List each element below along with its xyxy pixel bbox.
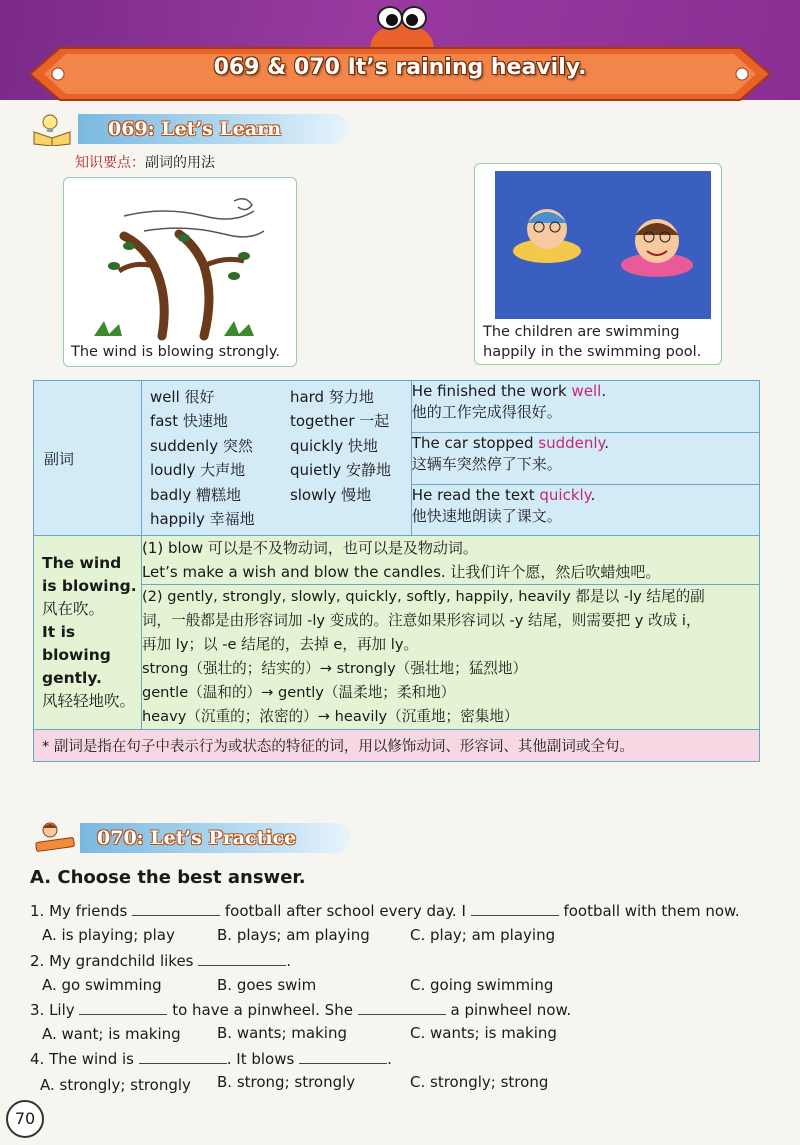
page-title: 069 & 070 It’s raining heavily. <box>213 55 587 80</box>
question-3: 3. Lily to have a pinwheel. She a pinwheel now. <box>30 1001 572 1019</box>
option-b[interactable]: B. plays; am playing <box>217 926 370 944</box>
page-number: 70 <box>6 1100 44 1138</box>
word-item: together 一起 <box>289 412 390 431</box>
option-c[interactable]: C. going swimming <box>410 976 554 994</box>
option-c[interactable]: C. play; am playing <box>410 926 556 944</box>
wind-example-label: The wind is blowing. 风在吹。 It is blowing gently. 风轻轻地吹。 <box>34 536 142 730</box>
adverb-row <box>34 381 760 433</box>
word-item: quietly 安静地 <box>289 461 392 480</box>
word-item: happily 幸福地 <box>149 510 255 529</box>
adverb-label: 副词 <box>34 381 142 536</box>
wind-caption: The wind is blowing strongly. <box>71 344 280 360</box>
exercise-heading: A. Choose the best answer. <box>30 867 306 888</box>
adverb-word-list <box>141 381 411 536</box>
practice-section-title: 070: Let’s Practice <box>97 827 297 849</box>
word-item: well 很好 <box>149 388 215 406</box>
swimming-children-illustration <box>495 171 711 319</box>
word-item: suddenly 突然 <box>149 436 253 455</box>
word-item: slowly 慢地 <box>289 485 372 504</box>
example-3: He read the text quickly. 他快速地朗读了课文。 <box>411 484 759 536</box>
option-a[interactable]: A. want; is making <box>42 1025 181 1043</box>
answer-blank[interactable] <box>471 901 559 916</box>
key-point-text: 副词的用法 <box>145 155 215 171</box>
answer-blank[interactable] <box>299 1049 387 1064</box>
swimming-caption-line-2: happily in the swimming pool. <box>483 344 702 360</box>
word-item: fast 快速地 <box>149 412 228 431</box>
option-a[interactable]: A. is playing; play <box>42 926 175 944</box>
word-item: badly 糟糕地 <box>149 485 241 504</box>
word-col-1 <box>150 385 290 531</box>
answer-blank[interactable] <box>198 951 286 966</box>
note-1: (1) blow 可以是不及物动词，也可以是及物动词。 Let’s make a wish and blow the candles. 让我们许个愿，然后吹蜡烛吧。 <box>141 536 759 585</box>
wind-illustration-card <box>63 177 297 367</box>
open-book-lightbulb-icon <box>30 112 74 146</box>
learn-section-title: 069: Let’s Learn <box>108 118 282 140</box>
swimming-caption-line-1: The children are swimming <box>483 324 680 340</box>
example-2: The car stopped suddenly. 这辆车突然停了下来。 <box>411 432 759 484</box>
word-item: loudly 大声地 <box>149 461 246 480</box>
windy-trees-illustration <box>84 186 284 341</box>
pencil-kid-icon <box>28 820 80 856</box>
option-b[interactable]: B. strong; strongly <box>217 1073 356 1091</box>
note-2: (2) gently, strongly, slowly, quickly, softly, happily, heavily 都是以 -ly 结尾的副 词，一般都是由形容词加 -ly 变成的。注意如果形容词以 -y 结尾，则需要把 y 改成 i， 再加 ly；以 -e 结尾的，去掉 e，再加 ly。 strong（强壮的；结实的）→ strongly（强壮地；猛烈地） gentle（温和的）→ gently（温柔地；柔和地） heavy（沉重的；浓密的）→ heavily（沉重地；密集地） <box>141 585 759 730</box>
key-point <box>75 152 215 172</box>
option-a[interactable]: A. go swimming <box>42 976 162 994</box>
answer-blank[interactable] <box>79 1000 167 1015</box>
word-item: hard 努力地 <box>289 388 374 406</box>
question-2: 2. My grandchild likes . <box>30 952 292 970</box>
grammar-table <box>33 380 760 762</box>
notes-row <box>34 536 760 585</box>
option-b[interactable]: B. goes swim <box>217 976 317 994</box>
swimming-illustration-card <box>474 163 722 365</box>
key-point-label: 知识要点： <box>75 155 145 171</box>
option-a[interactable]: A. strongly; strongly <box>40 1076 191 1094</box>
question-4: 4. The wind is . It blows . <box>30 1050 392 1068</box>
mascot-eyes <box>362 4 442 48</box>
question-1: 1. My friends football after school every day. I football with them now. <box>30 902 740 920</box>
answer-blank[interactable] <box>139 1049 227 1064</box>
word-col-2 <box>290 385 391 531</box>
example-1: He finished the work well. 他的工作完成得很好。 <box>411 381 759 433</box>
option-c[interactable]: C. strongly; strong <box>410 1073 549 1091</box>
option-b[interactable]: B. wants; making <box>217 1024 347 1042</box>
option-c[interactable]: C. wants; is making <box>410 1024 557 1042</box>
footnote: * 副词是指在句子中表示行为或状态的特征的词，用以修饰动词、形容词、其他副词或全句。 <box>34 730 760 762</box>
word-item: quickly 快地 <box>289 436 378 455</box>
answer-blank[interactable] <box>358 1000 446 1015</box>
answer-blank[interactable] <box>132 901 220 916</box>
